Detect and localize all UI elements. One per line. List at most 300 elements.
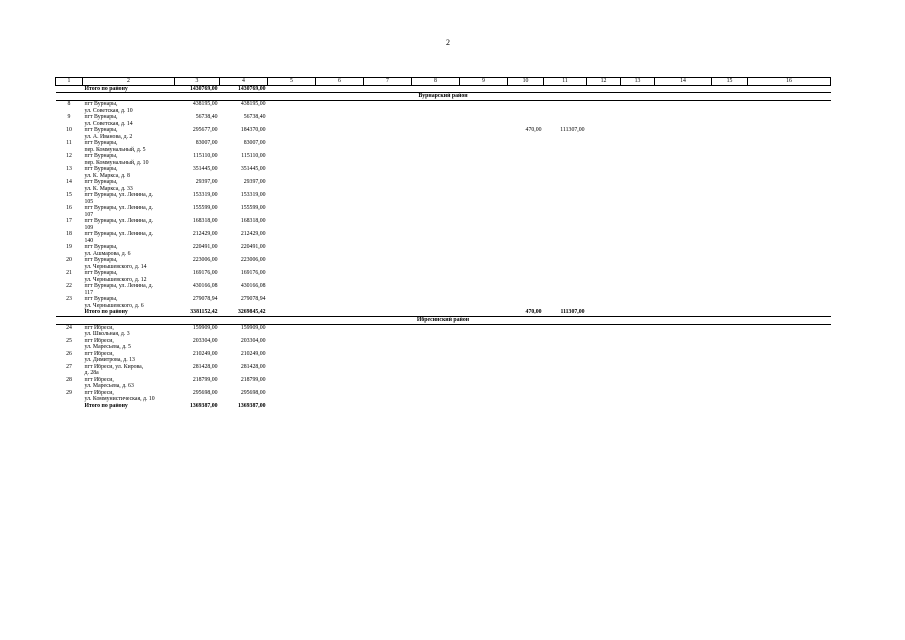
address-line-2: 107: [84, 211, 94, 218]
empty-cell: [587, 127, 621, 140]
address-cell: [83, 231, 175, 244]
empty-cell: [712, 231, 748, 244]
table-row: [56, 338, 831, 351]
empty-cell: [364, 283, 412, 296]
empty-cell: [364, 153, 412, 166]
total-col3: 1369387,00: [189, 402, 218, 409]
value-col3: 155599,00: [192, 205, 218, 212]
address-line-1: пгт Вурнары,: [84, 127, 118, 134]
value-col11: [544, 101, 587, 115]
empty-cell: [587, 338, 621, 351]
address-line-1: пгт Ибреси,: [84, 324, 114, 331]
value-col3: 438195,00: [192, 101, 218, 108]
address-line-1: пгт Ибреси,: [84, 350, 114, 357]
empty-cell: [587, 179, 621, 192]
column-number: 13: [621, 78, 655, 86]
empty-cell: [460, 364, 508, 377]
address-line-1: пгт Вурнары, ул. Ленина, д.: [84, 205, 153, 212]
column-number: 8: [412, 78, 460, 86]
address-line-2: ул. Школьная, д. 3: [84, 331, 130, 338]
empty-cell: [748, 403, 831, 409]
district-heading: Ибресинский район: [56, 316, 831, 324]
row-number: 27: [66, 363, 72, 370]
empty-cell: [712, 403, 748, 409]
empty-cell: [587, 403, 621, 409]
address-line-2: ул. К. Маркса, д. 33: [84, 185, 133, 192]
empty-cell: [712, 351, 748, 364]
address-line-2: ул. Чернышевского, д. 14: [84, 263, 147, 270]
empty-cell: [268, 205, 316, 218]
table-row: [56, 114, 831, 127]
empty-cell: [268, 166, 316, 179]
table-row: [56, 377, 831, 390]
empty-cell: [712, 364, 748, 377]
address-line-2: 117: [84, 289, 93, 296]
total-col10: [508, 86, 544, 93]
empty-cell: [268, 127, 316, 140]
empty-cell: [364, 192, 412, 205]
empty-cell: [621, 351, 655, 364]
empty-cell: [364, 140, 412, 153]
empty-cell: [316, 244, 364, 257]
empty-cell: [748, 153, 831, 166]
empty-cell: [412, 86, 460, 93]
address-cell: [83, 140, 175, 153]
empty-cell: [748, 390, 831, 403]
empty-cell: [316, 338, 364, 351]
value-col4: 351445,00: [240, 166, 266, 173]
empty-cell: [316, 364, 364, 377]
value-col11: [544, 351, 587, 364]
empty-cell: [748, 205, 831, 218]
empty-cell: [364, 309, 412, 316]
total-col10: 470,00: [508, 309, 544, 316]
address-cell: [83, 153, 175, 166]
value-col11: [544, 205, 587, 218]
total-col11: [544, 86, 587, 93]
value-col10: [508, 390, 544, 403]
table-row: [56, 179, 831, 192]
value-col11: [544, 390, 587, 403]
value-col3: 168318,00: [192, 218, 218, 225]
value-col4: 210249,00: [240, 350, 266, 357]
empty-cell: [712, 114, 748, 127]
empty-cell: [316, 86, 364, 93]
empty-cell: [712, 192, 748, 205]
empty-cell: [460, 205, 508, 218]
empty-cell: [621, 218, 655, 231]
address-cell: [83, 283, 175, 296]
empty-cell: [412, 364, 460, 377]
total-label: Итого по району: [83, 309, 175, 316]
address-cell: [83, 192, 175, 205]
value-col10: [508, 101, 544, 115]
empty-cell: [712, 153, 748, 166]
empty-cell: [621, 257, 655, 270]
empty-cell: [712, 324, 748, 338]
empty-cell: [712, 390, 748, 403]
value-col10: [508, 179, 544, 192]
empty-cell: [748, 351, 831, 364]
empty-cell: [655, 309, 712, 316]
address-line-1: пгт Вурнары,: [84, 257, 118, 264]
empty-cell: [621, 205, 655, 218]
row-number: 23: [66, 296, 72, 303]
empty-cell: [316, 351, 364, 364]
empty-cell: [748, 179, 831, 192]
empty-cell: [268, 86, 316, 93]
empty-cell: [655, 403, 712, 409]
value-col4: 295698,00: [240, 389, 266, 396]
row-number: 29: [66, 389, 72, 396]
empty-cell: [655, 231, 712, 244]
empty-cell: [712, 244, 748, 257]
value-col11: [544, 153, 587, 166]
value-col10: [508, 166, 544, 179]
empty-cell: [268, 192, 316, 205]
address-cell: [83, 101, 175, 115]
empty-cell: [412, 270, 460, 283]
empty-cell: [587, 309, 621, 316]
empty-cell: [712, 140, 748, 153]
address-cell: [83, 257, 175, 270]
empty-cell: [655, 283, 712, 296]
empty-cell: [268, 101, 316, 115]
empty-cell: [316, 270, 364, 283]
empty-cell: [712, 309, 748, 316]
empty-cell: [412, 192, 460, 205]
empty-cell: [460, 377, 508, 390]
empty-cell: [460, 231, 508, 244]
empty-cell: [655, 205, 712, 218]
empty-cell: [621, 231, 655, 244]
value-col10: [508, 153, 544, 166]
empty-cell: [364, 231, 412, 244]
address-cell: [83, 338, 175, 351]
value-col3: 295698,00: [192, 389, 218, 396]
empty-cell: [748, 338, 831, 351]
empty-cell: [364, 364, 412, 377]
table-row: [56, 270, 831, 283]
empty-cell: [412, 127, 460, 140]
empty-cell: [655, 244, 712, 257]
page-number: 2: [446, 38, 450, 47]
value-col10: [508, 218, 544, 231]
address-line-1: пгт Вурнары,: [84, 270, 118, 277]
empty-cell: [268, 244, 316, 257]
address-cell: [83, 244, 175, 257]
row-number: 10: [66, 127, 72, 134]
empty-cell: [712, 338, 748, 351]
empty-cell: [460, 296, 508, 309]
empty-cell: [316, 153, 364, 166]
empty-cell: [587, 231, 621, 244]
value-col10: [508, 351, 544, 364]
value-col3: 56738,40: [195, 114, 218, 121]
value-col4: 83007,00: [243, 140, 266, 147]
empty-cell: [748, 101, 831, 115]
column-number-row: [56, 78, 831, 86]
address-line-1: пгт Ибреси, ул. Кирова,: [84, 363, 144, 370]
value-col4: 159909,00: [240, 324, 266, 331]
total-col11: 111307,00: [544, 309, 587, 316]
empty-cell: [712, 270, 748, 283]
table-row: [56, 231, 831, 244]
value-col3: 218799,00: [192, 376, 218, 383]
value-col10: [508, 205, 544, 218]
empty-cell: [460, 403, 508, 409]
empty-cell: [621, 283, 655, 296]
value-col4: 56738,40: [243, 114, 266, 121]
row-number: 22: [66, 283, 72, 290]
row-number: 20: [66, 257, 72, 264]
empty-cell: [268, 153, 316, 166]
column-number: 14: [655, 78, 712, 86]
empty-cell: [412, 166, 460, 179]
empty-cell: [621, 140, 655, 153]
address-cell: [83, 296, 175, 309]
empty-cell: [268, 403, 316, 409]
address-line-1: пгт Вурнары,: [84, 140, 118, 147]
empty-cell: [748, 114, 831, 127]
value-col3: 279078,94: [192, 296, 218, 303]
empty-cell: [412, 101, 460, 115]
empty-cell: [412, 218, 460, 231]
empty-cell: [316, 283, 364, 296]
row-number-cell: [56, 403, 83, 409]
value-col4: 153319,00: [240, 192, 266, 199]
address-line-2: ул. Чернышевского, д. 6: [84, 302, 144, 309]
address-line-2: ул. Ашмарова, д. 6: [84, 250, 131, 257]
empty-cell: [748, 364, 831, 377]
address-cell: [83, 324, 175, 338]
table-row: [56, 166, 831, 179]
empty-cell: [412, 324, 460, 338]
address-line-2: пер. Коммунальный, д. 5: [84, 146, 146, 153]
value-col3: 295677,00: [192, 127, 218, 134]
empty-cell: [316, 377, 364, 390]
value-col4: 155599,00: [240, 205, 266, 212]
table-row: [56, 244, 831, 257]
column-number: 16: [748, 78, 831, 86]
address-cell: [83, 377, 175, 390]
empty-cell: [748, 283, 831, 296]
address-line-2: ул. Чернышевского, д. 12: [84, 276, 147, 283]
value-col4: 218799,00: [240, 376, 266, 383]
empty-cell: [364, 403, 412, 409]
value-col4: 223006,00: [240, 257, 266, 264]
value-col3: 159909,00: [192, 324, 218, 331]
column-number: 4: [220, 78, 268, 86]
column-number: 5: [268, 78, 316, 86]
empty-cell: [587, 205, 621, 218]
value-col11: [544, 231, 587, 244]
address-cell: [83, 270, 175, 283]
value-col10: [508, 244, 544, 257]
empty-cell: [712, 283, 748, 296]
table-row: [56, 153, 831, 166]
empty-cell: [268, 257, 316, 270]
address-cell: [83, 218, 175, 231]
value-col4: 115110,00: [241, 153, 266, 160]
address-line-2: ул. А. Иванова, д. 2: [84, 133, 133, 140]
value-col3: 169176,00: [192, 270, 218, 277]
address-line-2: пер. Коммунальный, д. 10: [84, 159, 149, 166]
value-col10: [508, 192, 544, 205]
address-line-2: ул. Советская, д. 14: [84, 120, 133, 127]
empty-cell: [364, 390, 412, 403]
empty-cell: [748, 244, 831, 257]
value-col4: 169176,00: [240, 270, 266, 277]
empty-cell: [712, 257, 748, 270]
table-row: [56, 257, 831, 270]
empty-cell: [621, 403, 655, 409]
empty-cell: [268, 324, 316, 338]
empty-cell: [364, 101, 412, 115]
address-line-1: пгт Вурнары, ул. Ленина, д.: [84, 231, 153, 238]
empty-cell: [712, 166, 748, 179]
empty-cell: [712, 86, 748, 93]
value-col10: [508, 296, 544, 309]
empty-cell: [316, 218, 364, 231]
value-col11: [544, 270, 587, 283]
empty-cell: [268, 390, 316, 403]
empty-cell: [364, 296, 412, 309]
value-col4: 220491,00: [240, 244, 266, 251]
total-col10: [508, 403, 544, 409]
address-line-1: пгт Вурнары,: [84, 153, 118, 160]
empty-cell: [268, 309, 316, 316]
empty-cell: [712, 218, 748, 231]
empty-cell: [587, 324, 621, 338]
empty-cell: [316, 192, 364, 205]
table-row: [56, 283, 831, 296]
address-line-2: 109: [84, 224, 94, 231]
empty-cell: [412, 205, 460, 218]
value-col4: 438195,00: [240, 101, 266, 108]
empty-cell: [621, 309, 655, 316]
empty-cell: [655, 86, 712, 93]
total-col4: 3269845,42: [220, 309, 268, 316]
empty-cell: [460, 283, 508, 296]
empty-cell: [412, 179, 460, 192]
column-number: 7: [364, 78, 412, 86]
empty-cell: [412, 153, 460, 166]
value-col3: 83007,00: [195, 140, 218, 147]
row-number: 15: [66, 192, 72, 199]
empty-cell: [460, 338, 508, 351]
district-total-row: [56, 403, 831, 409]
empty-cell: [268, 338, 316, 351]
row-number: 24: [66, 324, 72, 331]
column-number: 1: [56, 78, 83, 86]
table-row: [56, 324, 831, 338]
empty-cell: [587, 114, 621, 127]
empty-cell: [412, 114, 460, 127]
empty-cell: [587, 351, 621, 364]
empty-cell: [655, 127, 712, 140]
row-number: 12: [66, 153, 72, 160]
empty-cell: [364, 218, 412, 231]
empty-cell: [587, 153, 621, 166]
value-col4: 203304,00: [240, 337, 266, 344]
address-line-2: ул. Коммунистическая, д. 10: [84, 396, 155, 403]
empty-cell: [316, 101, 364, 115]
value-col4: 168318,00: [240, 218, 266, 225]
empty-cell: [412, 377, 460, 390]
row-number-cell: [56, 86, 83, 93]
empty-cell: [412, 351, 460, 364]
empty-cell: [621, 296, 655, 309]
value-col11: [544, 338, 587, 351]
value-col4: 212429,00: [240, 231, 266, 238]
table-row: [56, 101, 831, 115]
empty-cell: [587, 283, 621, 296]
column-number: 6: [316, 78, 364, 86]
empty-cell: [268, 351, 316, 364]
empty-cell: [621, 101, 655, 115]
value-col11: [544, 296, 587, 309]
value-col3: 220491,00: [192, 244, 218, 251]
empty-cell: [587, 257, 621, 270]
empty-cell: [655, 166, 712, 179]
empty-cell: [364, 127, 412, 140]
value-col10: [508, 257, 544, 270]
value-col3: 281428,00: [192, 363, 218, 370]
empty-cell: [621, 377, 655, 390]
row-number: 14: [66, 179, 72, 186]
empty-cell: [748, 166, 831, 179]
value-col11: [544, 179, 587, 192]
empty-cell: [712, 101, 748, 115]
address-line-1: пгт Вурнары,: [84, 244, 118, 251]
empty-cell: [655, 324, 712, 338]
empty-cell: [587, 296, 621, 309]
address-line-1: пгт Вурнары,: [84, 166, 118, 173]
empty-cell: [412, 140, 460, 153]
table-row: [56, 192, 831, 205]
empty-cell: [268, 231, 316, 244]
empty-cell: [587, 270, 621, 283]
empty-cell: [412, 390, 460, 403]
empty-cell: [364, 166, 412, 179]
address-line-2: ул. Маресьева, д. 63: [84, 383, 134, 390]
empty-cell: [364, 257, 412, 270]
empty-cell: [621, 270, 655, 283]
empty-cell: [412, 309, 460, 316]
empty-cell: [621, 364, 655, 377]
empty-cell: [587, 101, 621, 115]
address-line-1: пгт Вурнары, ул. Ленина, д.: [84, 218, 153, 225]
value-col4: 281428,00: [240, 363, 266, 370]
address-line-2: д. 28а: [84, 370, 99, 377]
column-number: 15: [712, 78, 748, 86]
empty-cell: [748, 257, 831, 270]
value-col10: [508, 270, 544, 283]
empty-cell: [587, 166, 621, 179]
empty-cell: [621, 192, 655, 205]
value-col10: [508, 338, 544, 351]
address-cell: [83, 114, 175, 127]
empty-cell: [268, 296, 316, 309]
empty-cell: [460, 244, 508, 257]
empty-cell: [460, 101, 508, 115]
value-col4: 430166,08: [240, 283, 266, 290]
empty-cell: [655, 140, 712, 153]
empty-cell: [316, 166, 364, 179]
value-col10: [508, 283, 544, 296]
empty-cell: [412, 296, 460, 309]
